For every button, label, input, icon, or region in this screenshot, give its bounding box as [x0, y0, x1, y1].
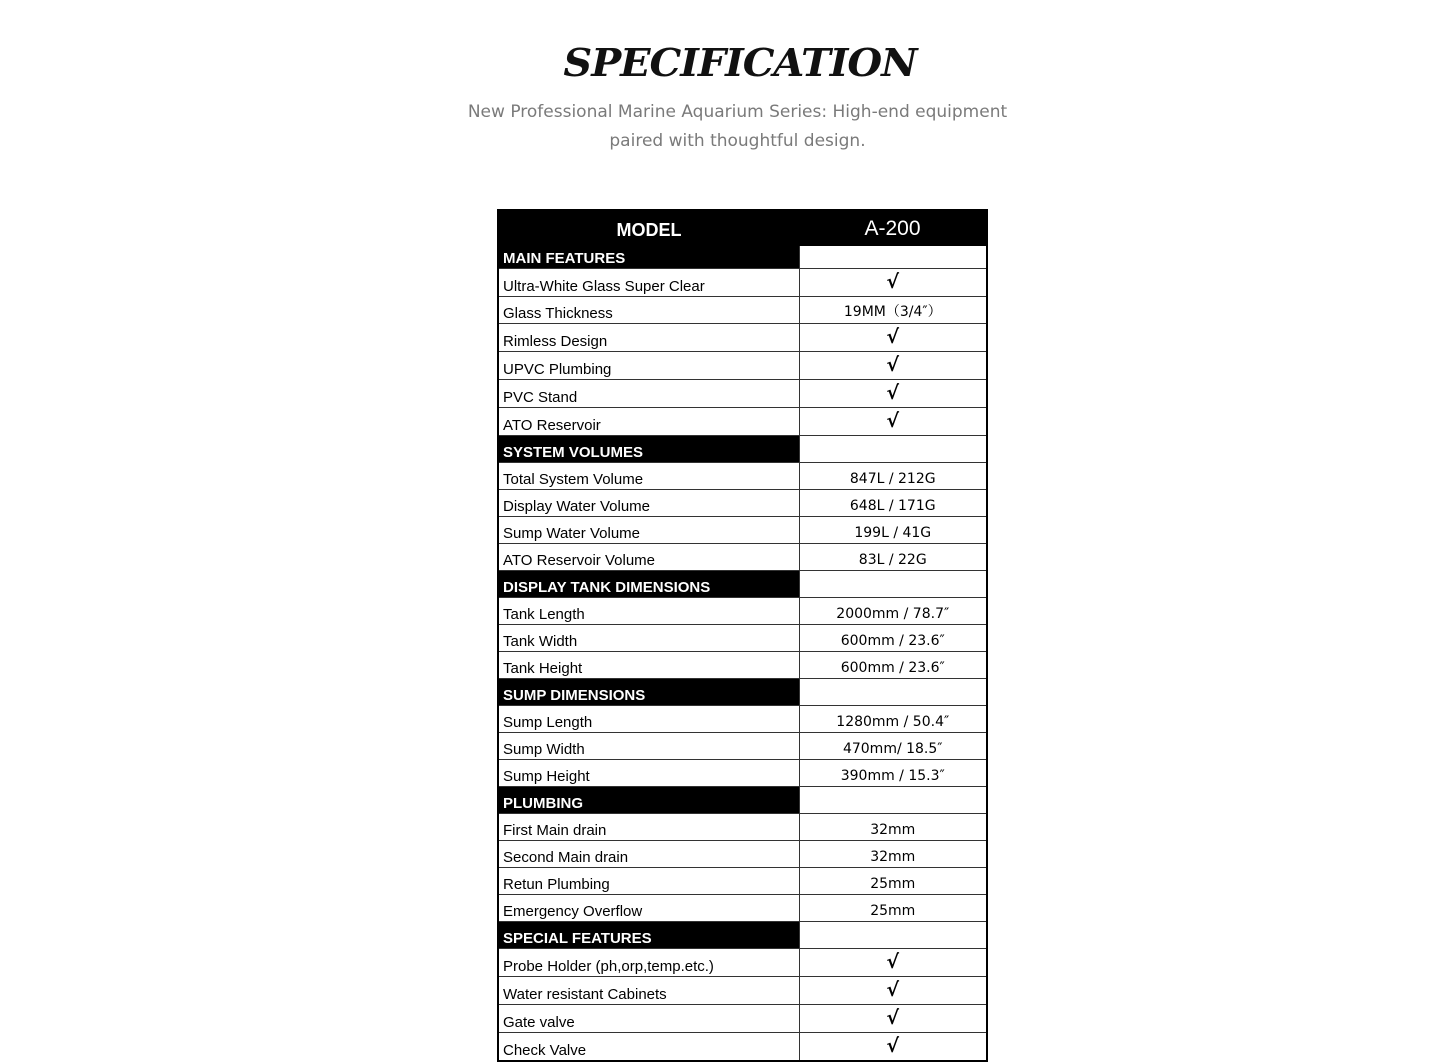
table-row	[498, 269, 987, 297]
table-row	[498, 380, 987, 408]
row-label: Check Valve	[498, 1033, 799, 1062]
table-row	[498, 895, 987, 922]
table-row	[498, 324, 987, 352]
subtitle-line-1: New Professional Marine Aquarium Series: High-end equipment	[467, 102, 1008, 122]
row-label: Rimless Design	[498, 324, 799, 352]
row-value: 600mm / 23.6″	[799, 625, 987, 652]
specification-table-body	[498, 209, 987, 1061]
section-title: SPECIAL FEATURES	[498, 922, 799, 949]
table-row	[498, 490, 987, 517]
row-value: 847L / 212G	[799, 463, 987, 490]
row-label: Emergency Overflow	[498, 895, 799, 922]
row-value: 83L / 22G	[799, 544, 987, 571]
table-row	[498, 949, 987, 977]
row-label: Sump Width	[498, 733, 799, 760]
specification-table	[497, 209, 988, 1062]
section-header-row	[498, 571, 987, 598]
section-title: DISPLAY TANK DIMENSIONS	[498, 571, 799, 598]
row-label: First Main drain	[498, 814, 799, 841]
row-label: Sump Water Volume	[498, 517, 799, 544]
model-value: A-200	[799, 209, 987, 246]
section-header-row	[498, 787, 987, 814]
checkmark-icon: √	[799, 324, 987, 352]
section-value-cell	[799, 679, 987, 706]
table-row	[498, 625, 987, 652]
table-row	[498, 517, 987, 544]
table-row	[498, 598, 987, 625]
row-value: 1280mm / 50.4″	[799, 706, 987, 733]
checkmark-icon: √	[799, 949, 987, 977]
section-header-row	[498, 679, 987, 706]
row-value: 2000mm / 78.7″	[799, 598, 987, 625]
row-value: 25mm	[799, 868, 987, 895]
table-row	[498, 733, 987, 760]
table-row	[498, 1033, 987, 1062]
row-label: Sump Length	[498, 706, 799, 733]
table-row	[498, 706, 987, 733]
checkmark-icon: √	[799, 408, 987, 436]
checkmark-icon: √	[799, 380, 987, 408]
row-label: Sump Height	[498, 760, 799, 787]
table-row	[498, 1005, 987, 1033]
section-header-row	[498, 922, 987, 949]
row-label: UPVC Plumbing	[498, 352, 799, 380]
row-label: Probe Holder (ph,orp,temp.etc.)	[498, 949, 799, 977]
row-value: 390mm / 15.3″	[799, 760, 987, 787]
row-label: Gate valve	[498, 1005, 799, 1033]
row-label: Ultra-White Glass Super Clear	[498, 269, 799, 297]
subtitle-line-2: paired with thoughtful design.	[609, 131, 866, 151]
checkmark-icon: √	[799, 1033, 987, 1062]
table-row	[498, 814, 987, 841]
section-header-row	[498, 246, 987, 269]
section-value-cell	[799, 246, 987, 269]
table-row	[498, 297, 987, 324]
row-label: Tank Length	[498, 598, 799, 625]
row-label: Glass Thickness	[498, 297, 799, 324]
row-label: PVC Stand	[498, 380, 799, 408]
checkmark-icon: √	[799, 352, 987, 380]
row-label: Retun Plumbing	[498, 868, 799, 895]
section-title: SUMP DIMENSIONS	[498, 679, 799, 706]
section-title: SYSTEM VOLUMES	[498, 436, 799, 463]
checkmark-icon: √	[799, 977, 987, 1005]
table-row	[498, 544, 987, 571]
table-row	[498, 463, 987, 490]
row-label: Tank Width	[498, 625, 799, 652]
table-row	[498, 652, 987, 679]
row-value: 32mm	[799, 841, 987, 868]
row-label: Display Water Volume	[498, 490, 799, 517]
table-row	[498, 408, 987, 436]
row-value: 470mm/ 18.5″	[799, 733, 987, 760]
section-title: MAIN FEATURES	[498, 246, 799, 269]
section-value-cell	[799, 571, 987, 598]
row-label: Total System Volume	[498, 463, 799, 490]
section-value-cell	[799, 787, 987, 814]
table-row	[498, 841, 987, 868]
checkmark-icon: √	[799, 269, 987, 297]
row-value: 32mm	[799, 814, 987, 841]
row-value: 600mm / 23.6″	[799, 652, 987, 679]
page-title: SPECIFICATION	[563, 40, 917, 85]
section-value-cell	[799, 436, 987, 463]
checkmark-icon: √	[799, 1005, 987, 1033]
page-subtitle	[0, 98, 1445, 156]
row-label: Tank Height	[498, 652, 799, 679]
table-row	[498, 977, 987, 1005]
model-label: MODEL	[498, 209, 799, 246]
row-label: ATO Reservoir Volume	[498, 544, 799, 571]
table-row	[498, 868, 987, 895]
row-value: 199L / 41G	[799, 517, 987, 544]
row-value: 648L / 171G	[799, 490, 987, 517]
section-value-cell	[799, 922, 987, 949]
table-header-row	[498, 209, 987, 246]
section-title: PLUMBING	[498, 787, 799, 814]
row-label: Second Main drain	[498, 841, 799, 868]
table-row	[498, 352, 987, 380]
table-row	[498, 760, 987, 787]
row-label: ATO Reservoir	[498, 408, 799, 436]
row-value: 25mm	[799, 895, 987, 922]
section-header-row	[498, 436, 987, 463]
row-value: 19MM（3/4″）	[799, 297, 987, 324]
row-label: Water resistant Cabinets	[498, 977, 799, 1005]
